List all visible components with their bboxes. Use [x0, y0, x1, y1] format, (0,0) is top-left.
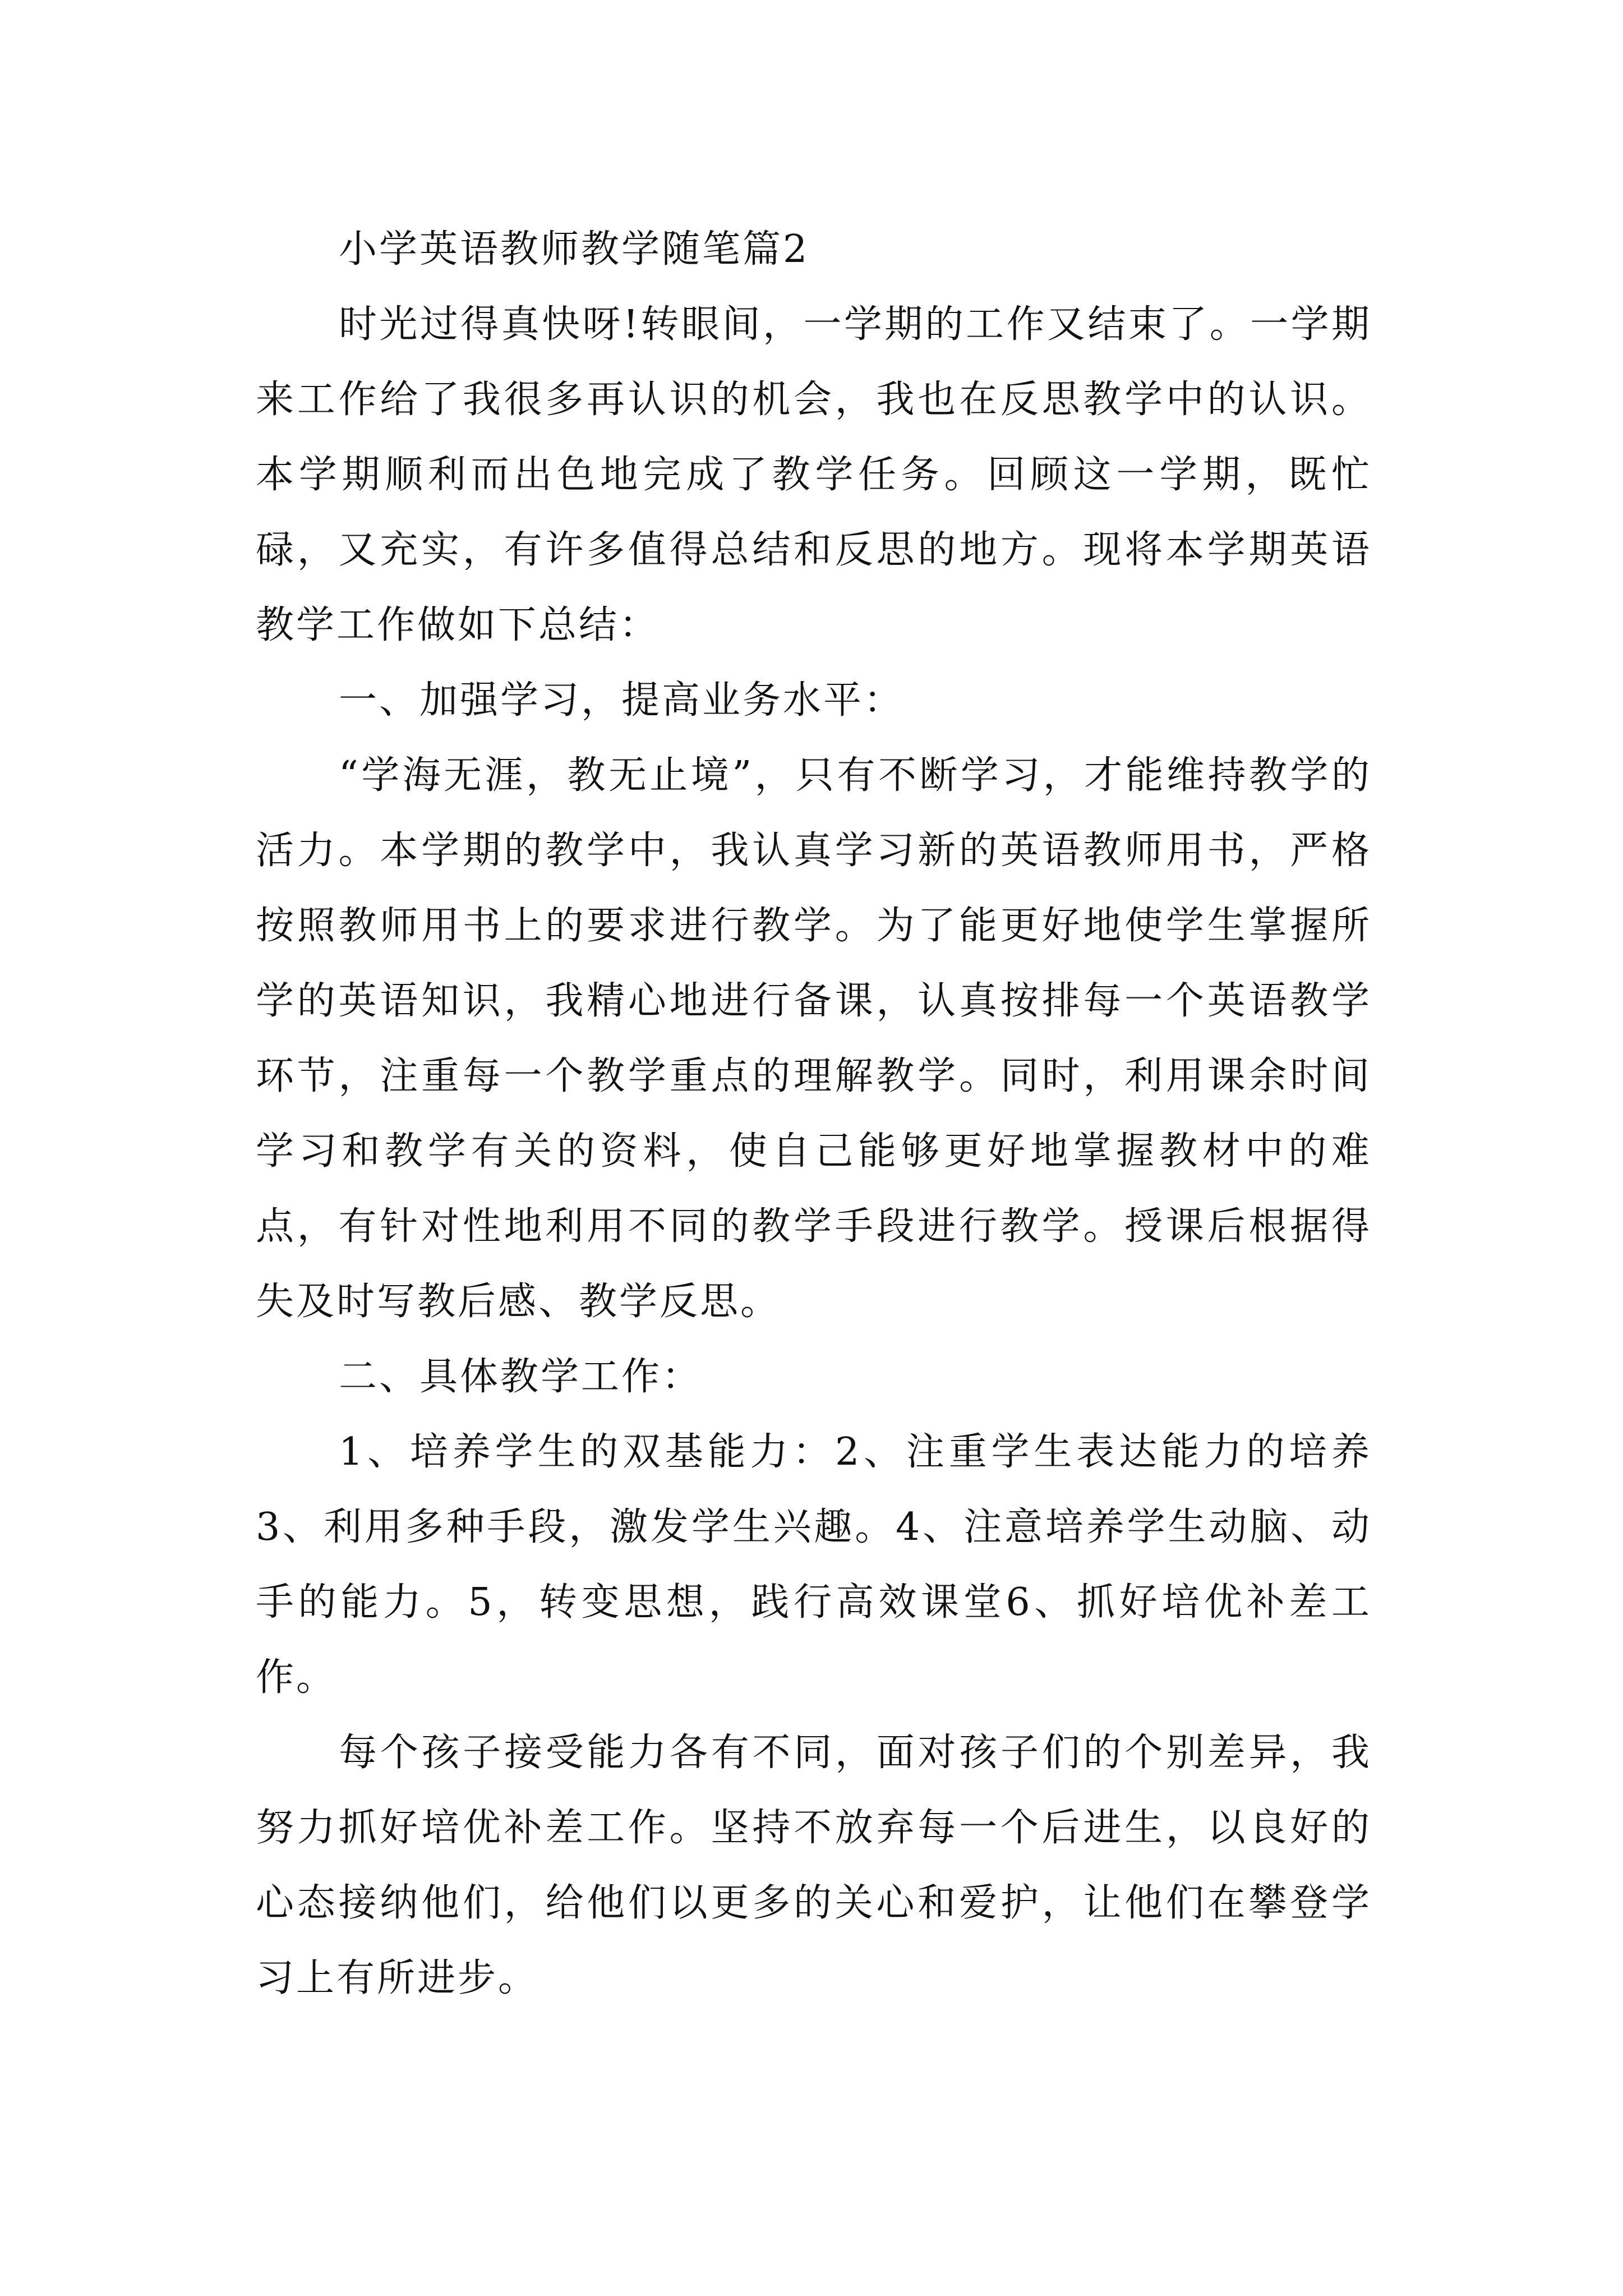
paragraph-intro: 时光过得真快呀!转眼间，一学期的工作又结束了。一学期来工作给了我很多再认识的机会，我也在反思教学中的认识。本学期顺利而出色地完成了教学任务。回顾这一学期，既忙碌，又充实，有许多值得总结和反思的地方。现将本学期英语教学工作做如下总结： [256, 302, 1372, 647]
document-title: 小学英语教师教学随笔篇2 [339, 227, 810, 272]
paragraph-differentiation: 每个孩子接受能力各有不同，面对孩子们的个别差异，我努力抓好培优补差工作。坚持不放弃每一个后进生，以良好的心态接纳他们，给他们以更多的关心和爱护，让他们在攀登学习上有所进步。 [256, 1731, 1372, 2000]
paragraph-teaching-items: 1、培养学生的双基能力：2、注重学生表达能力的培养3、利用多种手段，激发学生兴趣。4、注意培养学生动脑、动手的能力。5，转变思想，践行高效课堂6、抓好培优补差工作。 [256, 1430, 1372, 1700]
document-body [256, 212, 1372, 2016]
paragraph-study: “学海无涯，教无止境”，只有不断学习，才能维持教学的活力。本学期的教学中，我认真学习新的英语教师用书，严格按照教师用书上的要求进行教学。为了能更好地使学生掌握所学的英语知识，我精心地进行备课，认真按排每一个英语教学环节，注重每一个教学重点的理解教学。同时，利用课余时间学习和教学有关的资料，使自己能够更好地掌握教材中的难点，有针对性地利用不同的教学手段进行教学。授课后根据得失及时写教后感、教学反思。 [256, 753, 1372, 1324]
section-heading-2: 二、具体教学工作： [339, 1355, 703, 1399]
section-heading-1: 一、加强学习，提高业务水平： [339, 678, 905, 723]
